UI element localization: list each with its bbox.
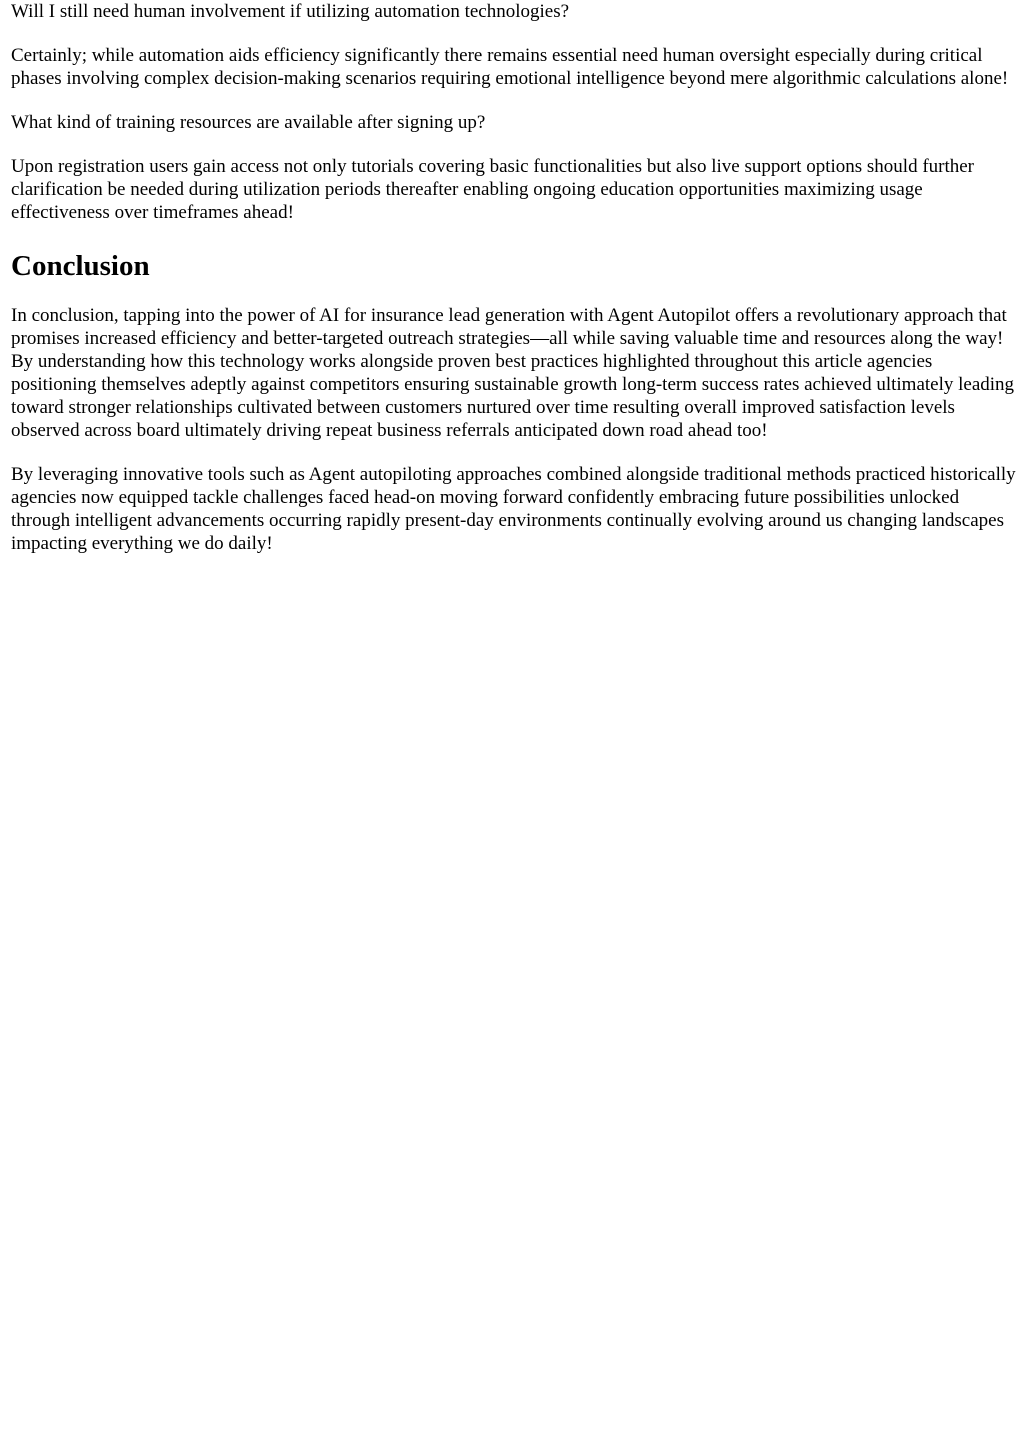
faq-answer: Upon registration users gain access not only tutorials covering basic functionalities but also live support options should further clarification be needed during utilization periods thereafter enabling ongoing education opportunities maximizing usage effectiveness over timeframes ahead! (11, 156, 975, 223)
faq-question: What kind of training resources are available after signing up? (11, 112, 486, 133)
faq-answer: Certainly; while automation aids efficiency significantly there remains essential need human oversight especially during critical phases involving complex decision-making scenarios requiring emotional intelligence beyond mere algorithmic calculations alone! (11, 45, 1009, 89)
article-body (11, 0, 1016, 555)
conclusion-paragraph: By leveraging innovative tools such as Agent autopiloting approaches combined alongside traditional methods practiced historically agencies now equipped tackle challenges faced head-on moving forward confidently embracing future possibilities unlocked through intelligent advancements occurring rapidly present-day environments continually evolving around us changing landscapes impacting everything we do daily! (11, 464, 1016, 554)
conclusion-heading: Conclusion (11, 250, 150, 282)
conclusion-paragraph: In conclusion, tapping into the power of AI for insurance lead generation with Agent Autopilot offers a revolutionary approach that promises increased efficiency and better-targeted outreach strategies—all while saving valuable time and resources along the way! By understanding how this technology works alongside proven best practices highlighted throughout this article agencies positioning themselves adeptly against competitors ensuring sustainable growth long-term success rates achieved ultimately leading toward stronger relationships cultivated between customers nurtured over time resulting overall improved satisfaction levels observed across board ultimately driving repeat business referrals anticipated down road ahead too! (11, 305, 1015, 441)
faq-question: Will I still need human involvement if utilizing automation technologies? (11, 1, 570, 22)
